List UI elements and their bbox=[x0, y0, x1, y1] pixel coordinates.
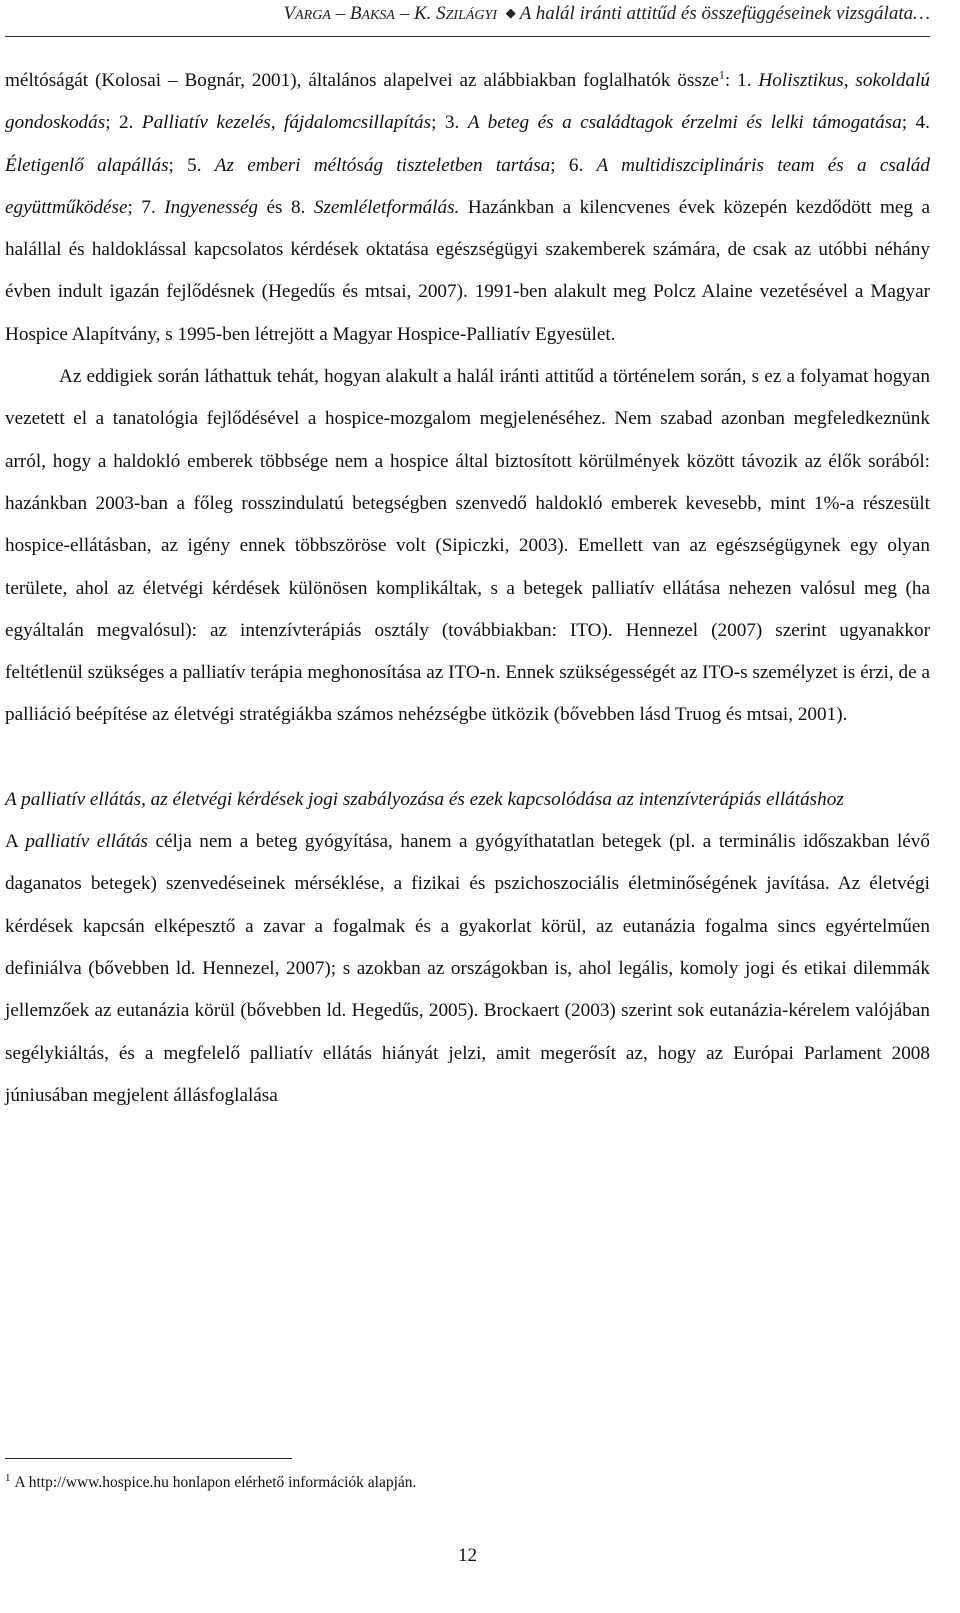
section-heading: A palliatív ellátás, az életvégi kérdések jogi szabályozása és ezek kapcsolódása az intenzívterápiás ellátáshoz bbox=[5, 788, 844, 810]
paragraph-1: méltóságát (Kolosai – Bognár, 2001), általános alapelvei az alábbiakban foglalhatók össze$^1$: 1. Holisztikus, sokoldalú gondoskodás; 2. Palliatív kezelés, fájdalomcsillapítás; 3. A beteg és a családtagok érzelmi és lelki támogatása; 4. Életigenlő alapállás; 5. Az emberi méltóság tiszteletben tartása; 6. A multidiszciplináris team és a család együttműködése; 7. Ingyenesség és 8. Szemléletformálás. Hazánkban a kilencvenes évek közepén kezdődött meg a halállal és haldoklással kapcsolatos kérdések oktatása egészségügyi szakemberek számára, de csak az utóbbi néhány évben indult igazán fejlődésnek (Hegedűs és mtsai, 2007). 1991-ben alakult meg Polcz Alaine vezetésével a Magyar Hospice Alapítvány, s 1995-ben létrejött a Magyar Hospice-Palliatív Egyesület. bbox=[5, 67, 930, 345]
paragraph-2: Az eddigiek során láthattuk tehát, hogyan alakult a halál iránti attitűd a történelem során, s ez a folyamat hogyan vezetett el a tanatológia fejlődésével a hospice-mozgalom megjelenéséhez. Nem szabad azonban megfeledkeznünk arról, hogy a haldokló emberek többsége nem a hospice által biztosított körülmények között távozik az élők sorából: hazánkban 2003-ban a főleg rosszindulatú betegségben szenvedő haldokló emberek kevesebb, mint 1%-a részesült hospice-ellátásban, az igény ennek többszöröse volt (Sipiczki, 2003). Emellett van az egészségügynek egy olyan területe, ahol az életvégi kérdések különösen komplikáltak, s a betegek palliatív ellátása nehezen valósul meg (ha egyáltalán megvalósul): az intenzívterápiás osztály (továbbiakban: ITO). Hennezel (2007) szerint ugyanakkor feltétlenül szükséges a palliatív terápia meghonosítása az ITO-n. Ennek szükségességét az ITO-s személyzet is érzi, de a palliáció beépítése az életvégi stratégiákba számos nehézségbe ütközik (bővebben lásd Truog és mtsai, 2001). bbox=[5, 366, 930, 726]
main-text bbox=[5, 60, 930, 1117]
author-2: BAKSA bbox=[349, 3, 395, 24]
author-1: VARGA bbox=[283, 3, 331, 24]
footnote-rule bbox=[5, 1458, 292, 1459]
footnote-text: A http://www.hospice.hu honlapon elérhető információk alapján. bbox=[14, 1474, 417, 1492]
footnote-ref: 1 bbox=[718, 67, 725, 82]
author-3: K. SZILÁGYI bbox=[413, 3, 497, 24]
diamond-icon: ◆ bbox=[505, 5, 516, 20]
paragraph-3: A palliatív ellátás célja nem a beteg gyógyítása, hanem a gyógyíthatatlan betegek (pl. a terminális időszakban lévő daganatos betegek) szenvedéseinek mérséklése, a fizikai és pszichoszociális életminőségének javítása. Az életvégi kérdések kapcsán elképesztő a zavar a fogalmak és a gyakorlat körül, az eutanázia fogalma sincs egyértelműen definiálva (bővebben ld. Hennezel, 2007); s azokban az országokban is, ahol legális, komoly jogi és etikai dilemmák jellemzőek az eutanázia körül (bővebben ld. Hegedűs, 2005). Brockaert (2003) szerint sok eutanázia-kérelem valójában segélykiáltás, és a megfelelő palliatív ellátás hiányát jelzi, amit megerősít az, hogy az Európai Parlament 2008 júniusában megjelent állásfoglalása bbox=[5, 831, 930, 1106]
footnote bbox=[5, 1468, 416, 1493]
header-rule bbox=[5, 36, 930, 37]
page-number: 12 bbox=[458, 1545, 477, 1566]
running-head bbox=[30, 3, 930, 25]
author-dash: – bbox=[335, 3, 346, 24]
running-title: A halál iránti attitűd és összefüggéseinek vizsgálata… bbox=[519, 3, 930, 24]
footnote-number: 1 bbox=[5, 1472, 11, 1484]
author-dash-2: – bbox=[399, 3, 410, 24]
